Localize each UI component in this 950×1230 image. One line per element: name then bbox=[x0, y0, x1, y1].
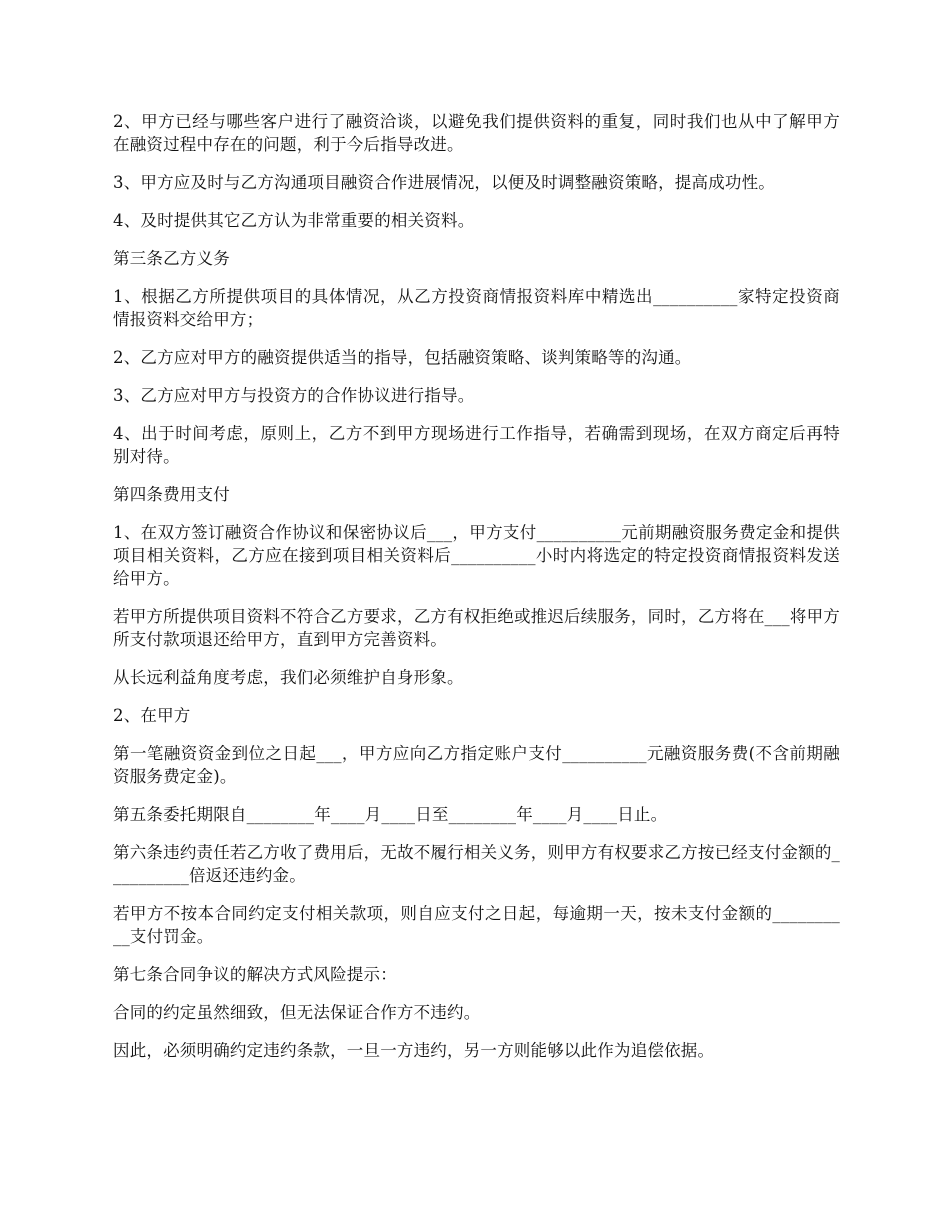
paragraph-payment-1: 1、在双方签订融资合作协议和保密协议后___，甲方支付__________元前期融资服务费定金和提供项目相关资料，乙方应在接到项目相关资料后__________小时内将选定的特定投资商情报资料发送给甲方。 bbox=[113, 523, 840, 588]
paragraph-obligation-4: 4、及时提供其它乙方认为非常重要的相关资料。 bbox=[113, 211, 475, 230]
paragraph-long-term: 从长远利益角度考虑，我们必须维护自身形象。 bbox=[113, 668, 464, 687]
heading-article-4: 第四条费用支付 bbox=[113, 485, 230, 504]
paragraph-obligation-3: 3、甲方应及时与乙方沟通项目融资合作进展情况，以便及时调整融资策略，提高成功性。 bbox=[113, 173, 775, 192]
paragraph-obligation-2: 2、甲方已经与哪些客户进行了融资洽谈，以避免我们提供资料的重复，同时我们也从中了解甲方在融资过程中存在的问题，利于今后指导改进。 bbox=[113, 112, 840, 154]
paragraph-risk-note: 合同的约定虽然细致，但无法保证合作方不违约。 bbox=[113, 1003, 481, 1022]
paragraph-late-penalty: 若甲方不按本合同约定支付相关款项，则自应支付之日起，每逾期一天，按未支付金额的__________支付罚金。 bbox=[113, 904, 840, 946]
document-body bbox=[113, 110, 840, 1077]
heading-article-7: 第七条合同争议的解决方式风险提示： bbox=[113, 965, 397, 984]
heading-article-3: 第三条乙方义务 bbox=[113, 249, 230, 268]
heading-article-5: 第五条委托期限自________年____月____日至________年____月____日止。 bbox=[113, 805, 668, 824]
paragraph-party-b-duty-1: 1、根据乙方所提供项目的具体情况，从乙方投资商情报资料库中精选出__________家特定投资商情报资料交给甲方； bbox=[113, 287, 840, 329]
paragraph-first-funding: 第一笔融资资金到位之日起___，甲方应向乙方指定账户支付__________元融资服务费(不含前期融资服务费定金)。 bbox=[113, 744, 840, 786]
paragraph-payment-refund: 若甲方所提供项目资料不符合乙方要求，乙方有权拒绝或推迟后续服务，同时，乙方将在___将甲方所支付款项退还给甲方，直到甲方完善资料。 bbox=[113, 607, 840, 649]
paragraph-payment-2: 2、在甲方 bbox=[113, 706, 191, 725]
paragraph-party-b-duty-2: 2、乙方应对甲方的融资提供适当的指导，包括融资策略、谈判策略等的沟通。 bbox=[113, 348, 692, 367]
paragraph-party-b-duty-4: 4、出于时间考虑，原则上，乙方不到甲方现场进行工作指导，若确需到现场，在双方商定后再特别对待。 bbox=[113, 424, 840, 466]
heading-article-6: 第六条违约责任若乙方收了费用后，无故不履行相关义务，则甲方有权要求乙方按已经支付金额的__________倍返还违约金。 bbox=[113, 843, 840, 885]
paragraph-party-b-duty-3: 3、乙方应对甲方与投资方的合作协议进行指导。 bbox=[113, 386, 475, 405]
paragraph-breach-clause: 因此，必须明确约定违约条款，一旦一方违约，另一方则能够以此作为追偿依据。 bbox=[113, 1041, 715, 1060]
